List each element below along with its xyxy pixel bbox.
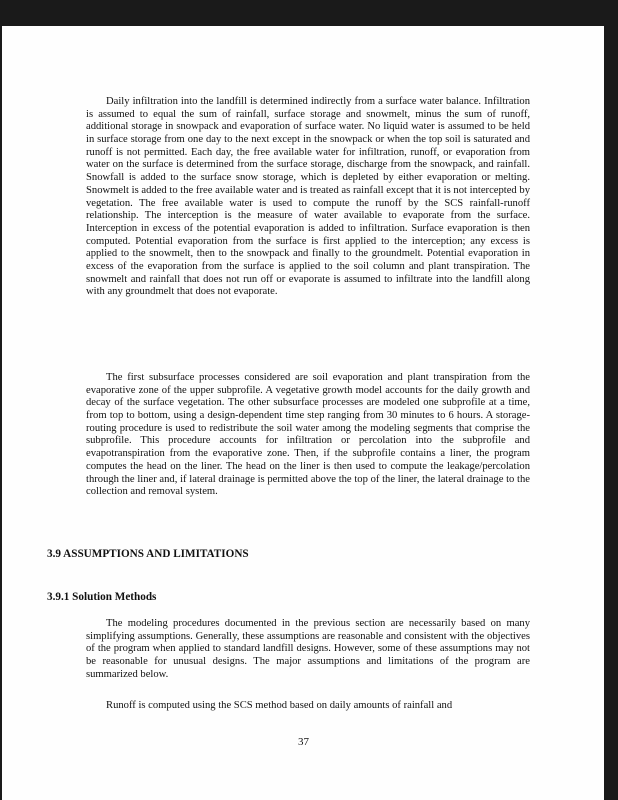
- paragraph-modeling-procedures: The modeling procedures documented in the previous section are necessarily based on many simplifying assumptions. Generally, these assumptions are reasonable and consistent with the objectives of the program when applied to standard landfill designs. However, some of these assumptions may not be reasonable for unusual designs. The major assumptions and limitations of the program are summarized below.: [86, 618, 530, 680]
- paragraph-subsurface-processes: The first subsurface processes considered are soil evaporation and plant transpiration from the evaporative zone of the upper subprofile. A vegetative growth model accounts for the daily growth and decay of the surface vegetation. The other subsurface processes are modeled one subprofile at a time, from top to bottom, using a design-dependent time step ranging from 30 minutes to 6 hours. A storage-routing procedure is used to redistribute the soil water among the modeling segments that comprise the subprofile. This procedure accounts for infiltration or percolation into the subprofile and evapotranspiration from the evaporative zone. Then, if the subprofile contains a liner, the program computes the head on the liner. The head on the liner is then used to compute the leakage/percolation through the liner and, if lateral drainage is permitted above the top of the liner, the lateral drainage to the collection and removal system.: [86, 372, 530, 498]
- page-number: 37: [298, 736, 309, 748]
- paragraph-runoff: Runoff is computed using the SCS method based on daily amounts of rainfall and: [106, 700, 453, 711]
- subsection-heading: 3.9.1 Solution Methods: [47, 591, 157, 603]
- document-page: [2, 26, 604, 800]
- section-heading: 3.9 ASSUMPTIONS AND LIMITATIONS: [47, 548, 249, 560]
- paragraph-infiltration: Daily infiltration into the landfill is determined indirectly from a surface water balance. Infiltration is assumed to equal the sum of rainfall, surface storage and snowmelt, minus the sum of runoff, additional storage in snowpack and evaporation of surface water. No liquid water is assumed to be held in surface storage from one day to the next except in the snowpack or when the top soil is saturated and runoff is not permitted. Each day, the free available water for infiltration, runoff, or evaporation from water on the surface is determined from the surface storage, discharge from the snowpack, and rainfall. Snowfall is added to the surface snow storage, which is depleted by either evaporation or melting. Snowmelt is added to the free available water and is treated as rainfall except that it is not intercepted by vegetation. The free available water is used to compute the runoff by the SCS rainfall-runoff relationship. The interception is the measure of water available to evaporate from the surface. Interception in excess of the potential evaporation is added to infiltration. Surface evaporation is then computed. Potential evaporation from the surface is first applied to the interception; any excess is applied to the snowmelt, then to the snowpack and finally to the groundmelt. Potential evaporation in excess of the evaporation from the surface is applied to the soil column and plant transpiration. The snowmelt and rainfall that does not run off or evaporate is assumed to infiltrate into the landfill along with any groundmelt that does not evaporate.: [86, 96, 530, 298]
